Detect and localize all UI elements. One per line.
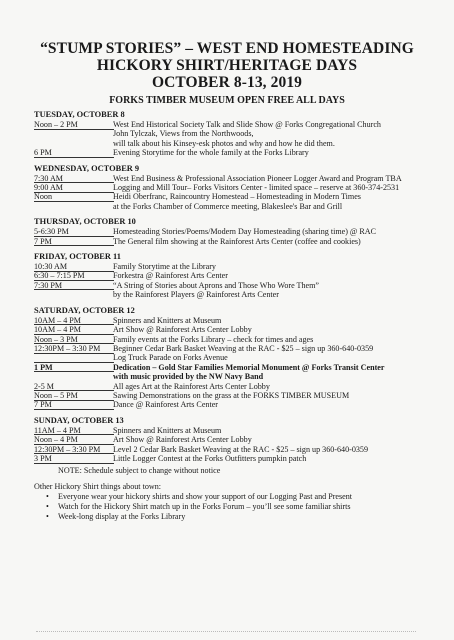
event-time: 7 PM bbox=[34, 400, 114, 410]
event-line: Sawing Demonstrations on the grass at the FORKS TIMBER MUSEUM bbox=[113, 390, 350, 400]
event-line: John Tylczak, Views from the Northwoods, bbox=[113, 129, 254, 139]
other-list bbox=[0, 492, 454, 521]
event-line: West End Business & Professional Association Pioneer Logger Award and Program TBA bbox=[113, 173, 402, 183]
event-description bbox=[113, 148, 424, 157]
schedule bbox=[0, 110, 454, 463]
event-description bbox=[113, 363, 424, 382]
event-time: 10:30 AM bbox=[34, 262, 114, 272]
event-description bbox=[113, 335, 424, 344]
event-description bbox=[113, 435, 424, 444]
event-row bbox=[34, 426, 424, 435]
event-description bbox=[113, 382, 424, 391]
event-time: Noon – 4 PM bbox=[34, 435, 114, 445]
event-time: 10AM – 4 PM bbox=[34, 316, 114, 326]
event-line: Family events at the Forks Library – check for times and ages bbox=[113, 334, 314, 344]
event-time bbox=[34, 353, 114, 363]
event-row bbox=[34, 344, 424, 353]
event-time: 11AM – 4 PM bbox=[34, 426, 114, 436]
event-description bbox=[113, 325, 424, 334]
list-item: • Watch for the Hickory Shirt match up in the Forks Forum – you’ll see some familiar shirts bbox=[58, 502, 454, 512]
event-line: Family Storytime at the Library bbox=[113, 262, 216, 272]
event-line: Forkestra @ Rainforest Arts Center bbox=[113, 271, 228, 281]
event-line: Heidi Oberfranc, Raincountry Homestead – Homesteading in Modern Times bbox=[113, 192, 361, 202]
event-row bbox=[34, 353, 424, 362]
event-row bbox=[34, 148, 424, 157]
schedule-note: NOTE: Schedule subject to change without notice bbox=[58, 466, 221, 476]
event-row bbox=[34, 335, 424, 344]
list-item: • Everyone wear your hickory shirts and show your support of our Logging Past and Present bbox=[58, 492, 454, 502]
event-row bbox=[34, 271, 424, 280]
event-description bbox=[113, 316, 424, 325]
day-heading: SUNDAY, OCTOBER 13 bbox=[34, 415, 124, 425]
day-heading: FRIDAY, OCTOBER 11 bbox=[34, 252, 121, 262]
event-row bbox=[34, 325, 424, 334]
day-heading: WEDNESDAY, OCTOBER 9 bbox=[34, 163, 140, 173]
event-time: 10AM – 4 PM bbox=[34, 325, 114, 335]
event-description bbox=[113, 227, 424, 236]
event-line: Log Truck Parade on Forks Avenue bbox=[113, 353, 228, 363]
flyer-title bbox=[0, 40, 454, 91]
day-heading: SATURDAY, OCTOBER 12 bbox=[34, 305, 135, 315]
event-row bbox=[34, 382, 424, 391]
event-row bbox=[34, 316, 424, 325]
event-description bbox=[113, 174, 424, 183]
event-description bbox=[113, 391, 424, 400]
event-time: Noon – 2 PM bbox=[34, 120, 114, 130]
event-row bbox=[34, 237, 424, 246]
event-description bbox=[113, 192, 424, 211]
event-time: 6:30 – 7:15 PM bbox=[34, 271, 114, 281]
event-line: West End Historical Society Talk and Slide Show @ Forks Congregational Church bbox=[113, 120, 381, 129]
event-line: Art Show @ Rainforest Arts Center Lobby bbox=[113, 325, 252, 335]
event-line: Logging and Mill Tour– Forks Visitors Center - limited space – reserve at 360-374-2531 bbox=[113, 183, 400, 193]
title-line: OCTOBER 8-13, 2019 bbox=[151, 74, 303, 91]
event-time: Noon bbox=[34, 192, 114, 202]
event-line: Art Show @ Rainforest Arts Center Lobby bbox=[113, 435, 252, 445]
event-time: 12:30PM – 3:30 PM bbox=[34, 445, 114, 455]
event-description bbox=[113, 120, 424, 148]
event-description bbox=[113, 237, 424, 246]
event-row bbox=[34, 227, 424, 236]
scan-artifact bbox=[36, 631, 416, 634]
event-line: Evening Storytime for the whole family at the Forks Library bbox=[113, 148, 309, 158]
event-row bbox=[34, 174, 424, 183]
event-line: Dedication – Gold Star Families Memorial Monument @ Forks Transit Center bbox=[113, 362, 385, 372]
event-line: Beginner Cedar Bark Basket Weaving at the RAC - $25 – sign up 360-640-0359 bbox=[113, 343, 374, 353]
event-time: 12:30PM – 3:30 PM bbox=[34, 344, 114, 354]
event-description bbox=[113, 271, 424, 280]
event-line: Spinners and Knitters at Museum bbox=[113, 315, 222, 325]
event-line: “A String of Stories about Aprons and Those Who Wore Them” bbox=[113, 280, 320, 290]
event-description bbox=[113, 353, 424, 362]
event-time: 7:30 AM bbox=[34, 174, 114, 184]
event-description bbox=[113, 426, 424, 435]
event-line: Little Logger Contest at the Forks Outfitters pumpkin patch bbox=[113, 453, 307, 463]
event-description bbox=[113, 262, 424, 271]
event-time: Noon – 3 PM bbox=[34, 335, 114, 345]
title-line: HICKORY SHIRT/HERITAGE DAYS bbox=[96, 57, 358, 74]
event-description bbox=[113, 454, 424, 463]
event-row bbox=[34, 262, 424, 271]
event-description bbox=[113, 281, 424, 300]
event-line: with music provided by the NW Navy Band bbox=[113, 372, 264, 382]
event-description bbox=[113, 400, 424, 409]
event-time: 6 PM bbox=[34, 148, 114, 158]
event-time: 9:00 AM bbox=[34, 183, 114, 193]
event-line: Homesteading Stories/Poems/Modern Day Homesteading (sharing time) @ RAC bbox=[113, 227, 377, 237]
event-time: Noon – 5 PM bbox=[34, 391, 114, 401]
event-line: All ages Art at the Rainforest Arts Center Lobby bbox=[113, 381, 270, 391]
event-row bbox=[34, 363, 424, 382]
event-line: Level 2 Cedar Bark Basket Weaving at the RAC - $25 – sign up 360-640-0359 bbox=[113, 444, 369, 454]
event-time: 5-6:30 PM bbox=[34, 227, 114, 237]
event-row bbox=[34, 445, 424, 454]
event-row bbox=[34, 120, 424, 148]
event-row bbox=[34, 400, 424, 409]
title-line: “STUMP STORIES” – WEST END HOMESTEADING bbox=[40, 40, 414, 57]
event-row bbox=[34, 454, 424, 463]
event-description bbox=[113, 183, 424, 192]
event-time: 7 PM bbox=[34, 237, 114, 247]
day-heading: THURSDAY, OCTOBER 10 bbox=[34, 217, 136, 227]
event-row bbox=[34, 183, 424, 192]
event-line: Dance @ Rainforest Arts Center bbox=[113, 400, 218, 410]
event-line: by the Rainforest Players @ Rainforest Arts Center bbox=[113, 290, 279, 300]
event-description bbox=[113, 344, 424, 353]
event-row bbox=[34, 192, 424, 211]
event-line: at the Forks Chamber of Commerce meeting, Blakeslee's Bar and Grill bbox=[113, 201, 343, 211]
flyer-subtitle: FORKS TIMBER MUSEUM OPEN FREE ALL DAYS bbox=[109, 95, 345, 106]
event-line: Spinners and Knitters at Museum bbox=[113, 425, 222, 435]
list-item: • Week-long display at the Forks Library bbox=[58, 512, 454, 522]
event-row bbox=[34, 281, 424, 300]
event-row bbox=[34, 435, 424, 444]
day-heading: TUESDAY, OCTOBER 8 bbox=[34, 110, 125, 119]
event-description bbox=[113, 445, 424, 454]
event-time: 7:30 PM bbox=[34, 281, 114, 291]
event-line: will talk about his Kinsey-esk photos and why and how he did them. bbox=[113, 138, 335, 148]
event-line: The General film showing at the Rainforest Arts Center (coffee and cookies) bbox=[113, 236, 361, 246]
event-row bbox=[34, 391, 424, 400]
other-heading: Other Hickory Shirt things about town: bbox=[34, 482, 162, 492]
event-time: 3 PM bbox=[34, 454, 114, 464]
event-time: 2-5 M bbox=[34, 382, 114, 392]
event-time: 1 PM bbox=[34, 363, 114, 373]
